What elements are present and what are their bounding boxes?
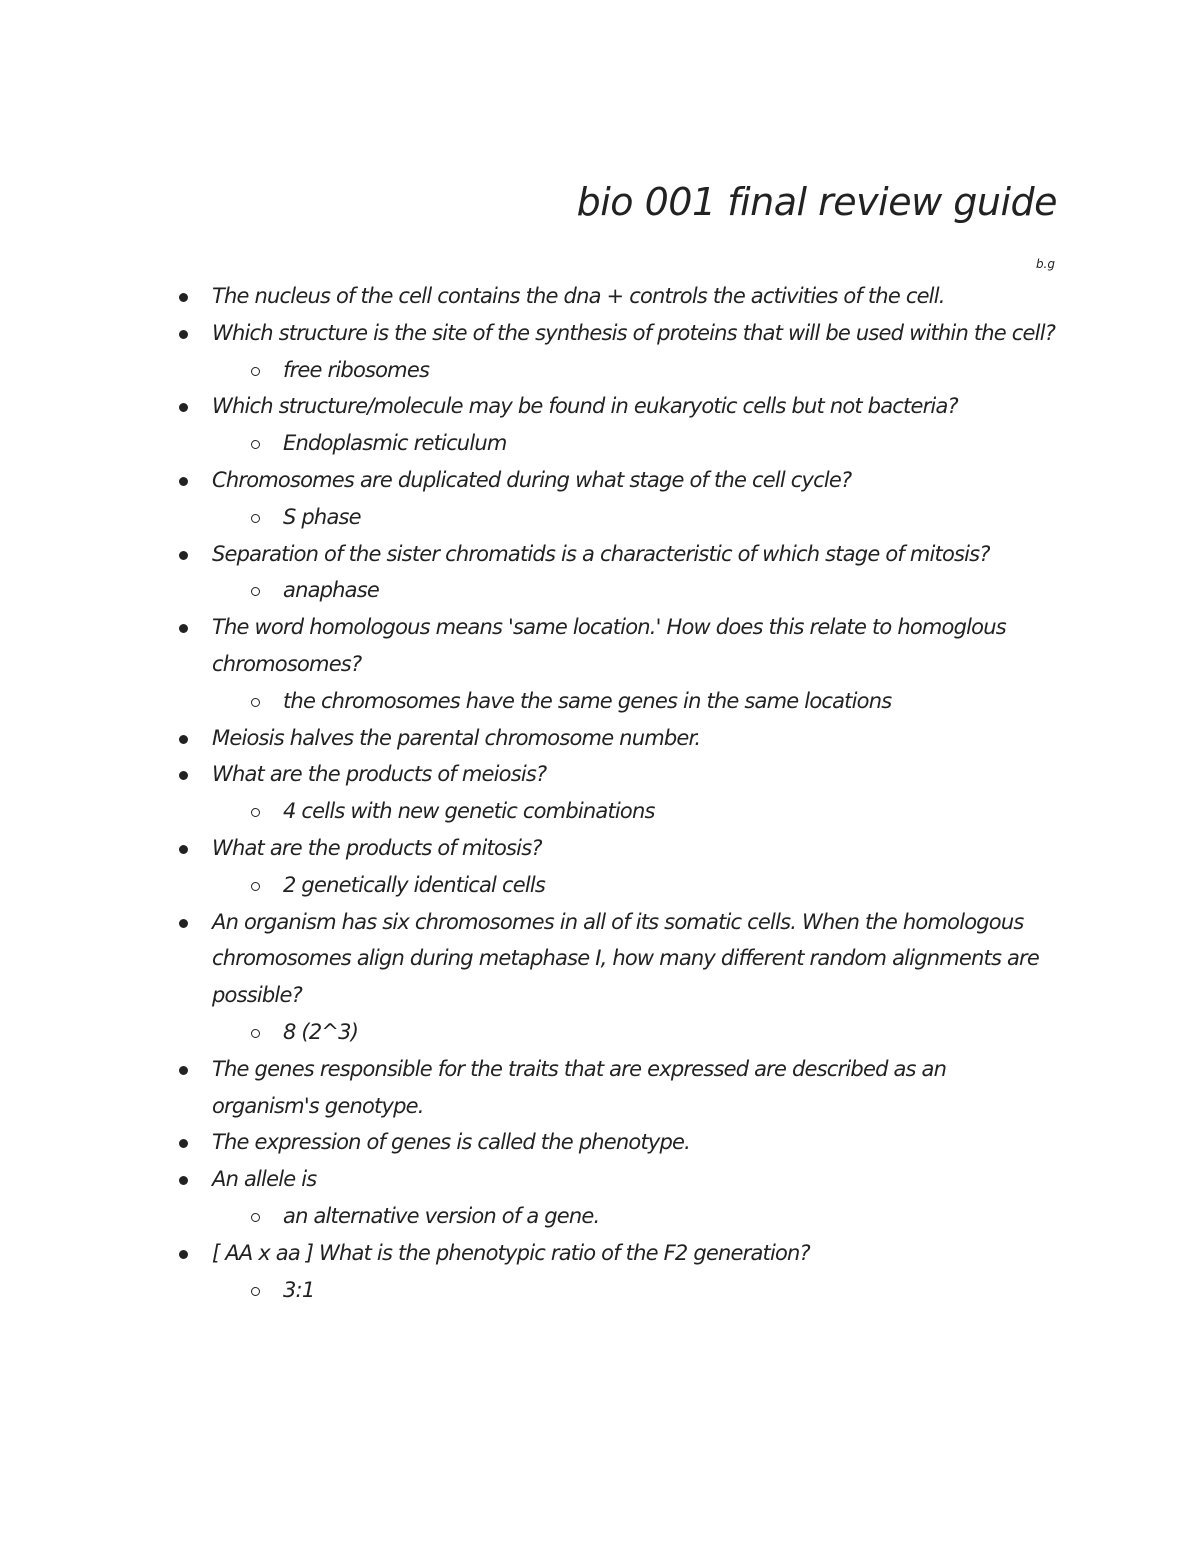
sub-list-item-text: 3:1 (283, 1277, 315, 1302)
document-author: b.g (1035, 257, 1055, 271)
list-item-text: Separation of the sister chromatids is a characteristic of which stage of mitosis? (212, 541, 990, 566)
bullet-icon (179, 1250, 188, 1259)
document-title: bio 001 final review guide (576, 180, 1057, 224)
list-item (178, 1124, 1058, 1161)
sub-list-item-text: 2 genetically identical cells (283, 872, 546, 897)
list-item (178, 720, 1058, 757)
hollow-bullet-icon (251, 587, 260, 596)
hollow-bullet-icon (251, 808, 260, 817)
bullet-icon (179, 771, 188, 780)
review-notes-list (178, 278, 1058, 1308)
hollow-bullet-icon (251, 1287, 260, 1296)
sub-list-item (178, 683, 1058, 720)
sub-list-item (178, 1198, 1058, 1235)
hollow-bullet-icon (251, 440, 260, 449)
list-item (178, 1161, 1058, 1198)
list-item (178, 904, 1058, 1014)
list-item-text: Meiosis halves the parental chromosome number. (212, 725, 701, 750)
hollow-bullet-icon (251, 514, 260, 523)
list-item (178, 1051, 1058, 1125)
bullet-icon (179, 845, 188, 854)
sub-list-item (178, 793, 1058, 830)
sub-list-item-text: S phase (283, 504, 361, 529)
hollow-bullet-icon (251, 1029, 260, 1038)
sub-list-item-text: anaphase (283, 578, 380, 603)
list-item (178, 756, 1058, 793)
list-item (178, 278, 1058, 315)
list-item-text: The word homologous means 'same location.' How does this relate to homoglous chromosomes? (212, 615, 1006, 676)
bullet-icon (179, 1066, 188, 1075)
list-item-text: The genes responsible for the traits that are expressed are described as an organism's genotype. (212, 1056, 947, 1118)
bullet-icon (179, 1139, 188, 1148)
sub-list-item-text: the chromosomes have the same genes in the same locations (283, 688, 892, 713)
bullet-icon (179, 403, 188, 412)
bullet-icon (179, 293, 188, 302)
list-item-text: [ AA x aa ] What is the phenotypic ratio of the F2 generation? (212, 1240, 810, 1265)
sub-list-item (178, 1014, 1058, 1051)
list-item-text: Which structure/molecule may be found in eukaryotic cells but not bacteria? (212, 394, 958, 419)
list-item (178, 830, 1058, 867)
sub-list-item (178, 499, 1058, 536)
bullet-icon (179, 477, 188, 486)
list-item-text: The nucleus of the cell contains the dna + controls the activities of the cell. (212, 284, 945, 308)
sub-list-item-text: an alternative version of a gene. (283, 1203, 600, 1228)
bullet-icon (179, 624, 188, 633)
sub-list-item (178, 352, 1058, 389)
bullet-icon (179, 735, 188, 744)
sub-list-item-text: 4 cells with new genetic combinations (283, 799, 655, 824)
list-item (178, 462, 1058, 499)
sub-list-item (178, 1272, 1058, 1309)
sub-list-item (178, 425, 1058, 462)
list-item-text: Which structure is the site of the synthesis of proteins that will be used within the cell? (212, 320, 1056, 345)
list-item (178, 315, 1058, 352)
list-item (178, 609, 1058, 683)
sub-list-item (178, 867, 1058, 904)
hollow-bullet-icon (251, 367, 260, 376)
bullet-icon (179, 1176, 188, 1185)
list-item-text: What are the products of mitosis? (212, 835, 542, 860)
hollow-bullet-icon (251, 882, 260, 891)
bullet-icon (179, 919, 188, 928)
list-item (178, 1235, 1058, 1272)
list-item-text: What are the products of meiosis? (212, 762, 547, 787)
list-item (178, 536, 1058, 573)
bullet-icon (179, 551, 188, 560)
sub-list-item-text: Endoplasmic reticulum (283, 431, 507, 456)
sub-list-item-text: 8 (2^3) (283, 1019, 359, 1044)
list-item-text: Chromosomes are duplicated during what stage of the cell cycle? (212, 467, 852, 492)
list-item-text: An allele is (212, 1167, 317, 1192)
hollow-bullet-icon (251, 1213, 260, 1222)
sub-list-item-text: free ribosomes (283, 357, 430, 382)
list-item-text: The expression of genes is called the phenotype. (212, 1130, 691, 1155)
hollow-bullet-icon (251, 698, 260, 707)
list-item (178, 388, 1058, 425)
sub-list-item (178, 572, 1058, 609)
bullet-icon (179, 330, 188, 339)
list-item-text: An organism has six chromosomes in all of its somatic cells. When the homologous chromosomes align during metaphase I, how many different random alignments are possible? (212, 909, 1040, 1008)
